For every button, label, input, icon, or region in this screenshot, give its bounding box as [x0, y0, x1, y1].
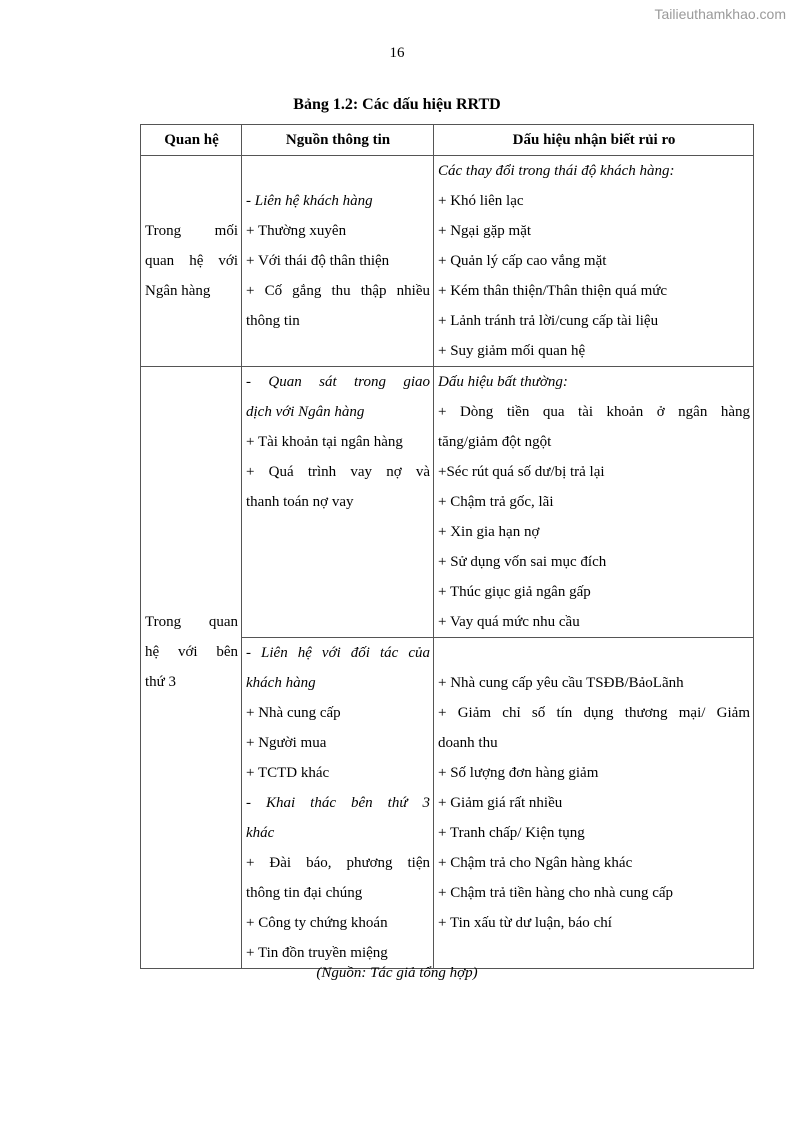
risk-signs-table	[140, 124, 754, 969]
signs-line: + Xin gia hạn nợ	[438, 524, 540, 540]
signs-line: + Vay quá mức nhu cầu	[438, 614, 580, 630]
source-line: + Với thái độ thân thiện	[246, 253, 390, 269]
source-line: + Nhà cung cấp	[246, 705, 341, 721]
source-note: (Nguồn: Tác giả tổng hợp)	[316, 965, 478, 981]
watermark: Tailieuthamkhao.com	[654, 6, 786, 22]
page-number: 16	[389, 45, 405, 61]
source-line: thanh toán nợ vay	[246, 494, 354, 510]
signs-line: doanh thu	[438, 735, 498, 751]
header-source: Nguồn thông tin	[242, 125, 434, 156]
relation-line: hệ với bên	[145, 644, 238, 660]
header-signs: Dấu hiệu nhận biết rủi ro	[434, 125, 754, 156]
relation-line: Trong mối	[145, 223, 238, 239]
source-line: + Quá trình vay nợ và	[246, 464, 430, 480]
signs-line: + Dòng tiền qua tài khoản ở ngân hàng	[438, 404, 750, 420]
signs-line: Dấu hiệu bất thường:	[438, 374, 568, 390]
signs-line: + Tranh chấp/ Kiện tụng	[438, 825, 585, 841]
header-relation: Quan hệ	[141, 125, 242, 156]
signs-line: + Suy giảm mối quan hệ	[438, 343, 586, 359]
source-line: dịch với Ngân hàng	[246, 404, 365, 420]
source-cell	[242, 156, 434, 367]
signs-line: + Chậm trả cho Ngân hàng khác	[438, 855, 633, 871]
relation-cell	[141, 367, 242, 969]
relation-line: Ngân hàng	[145, 283, 211, 299]
source-line: khác	[246, 825, 275, 841]
signs-line: + Quản lý cấp cao vắng mặt	[438, 253, 607, 269]
signs-line: +Séc rút quá số dư/bị trả lại	[438, 464, 605, 480]
signs-line: + Thúc giục giả ngân gấp	[438, 584, 591, 600]
signs-line: + Sử dụng vốn sai mục đích	[438, 554, 607, 570]
source-line: + Tin đồn truyền miệng	[246, 945, 388, 961]
source-line: + Đài báo, phương tiện	[246, 855, 430, 871]
signs-line: + Tin xấu từ dư luận, báo chí	[438, 915, 612, 931]
signs-line: + Số lượng đơn hàng giảm	[438, 765, 599, 781]
signs-line: + Chậm trả tiền hàng cho nhà cung cấp	[438, 885, 674, 901]
source-line: - Liên hệ khách hàng	[246, 193, 373, 209]
relation-line: Trong quan	[145, 614, 238, 630]
header-row	[141, 125, 754, 156]
signs-line: + Giảm giá rất nhiều	[438, 795, 563, 811]
signs-line: Các thay đổi trong thái độ khách hàng:	[438, 163, 675, 179]
source-line: + Người mua	[246, 735, 327, 751]
source-line: + Tài khoản tại ngân hàng	[246, 434, 403, 450]
source-line: + Thường xuyên	[246, 223, 347, 239]
signs-line: + Lảnh tránh trả lời/cung cấp tài liệu	[438, 313, 659, 329]
signs-cell	[434, 638, 754, 969]
signs-line: + Kém thân thiện/Thân thiện quá mức	[438, 283, 668, 299]
signs-line: + Ngại gặp mặt	[438, 223, 532, 239]
table-row	[141, 156, 754, 367]
source-cell	[242, 638, 434, 969]
source-line: - Quan sát trong giao	[246, 374, 430, 390]
signs-cell	[434, 156, 754, 367]
relation-line: quan hệ với	[145, 253, 238, 269]
source-line: thông tin đại chúng	[246, 885, 363, 901]
relation-line: thứ 3	[145, 674, 177, 690]
signs-line: + Khó liên lạc	[438, 193, 524, 209]
source-line: + Công ty chứng khoán	[246, 915, 388, 931]
source-line: - Liên hệ với đối tác của	[246, 645, 430, 661]
signs-cell	[434, 367, 754, 638]
table-row	[141, 367, 754, 638]
signs-line: tăng/giảm đột ngột	[438, 434, 552, 450]
signs-line: + Chậm trả gốc, lãi	[438, 494, 554, 510]
table-title: Bảng 1.2: Các dấu hiệu RRTD	[293, 96, 501, 113]
source-line: thông tin	[246, 313, 300, 329]
source-cell	[242, 367, 434, 638]
relation-cell	[141, 156, 242, 367]
source-line: khách hàng	[246, 675, 316, 691]
signs-line: + Nhà cung cấp yêu cầu TSĐB/BảoLãnh	[438, 675, 684, 691]
source-line: - Khai thác bên thứ 3	[246, 795, 430, 811]
source-line: + Cố gắng thu thập nhiều	[246, 283, 430, 299]
source-line: + TCTD khác	[246, 765, 330, 781]
signs-line: + Giảm chỉ số tín dụng thương mại/ Giảm	[438, 705, 750, 721]
